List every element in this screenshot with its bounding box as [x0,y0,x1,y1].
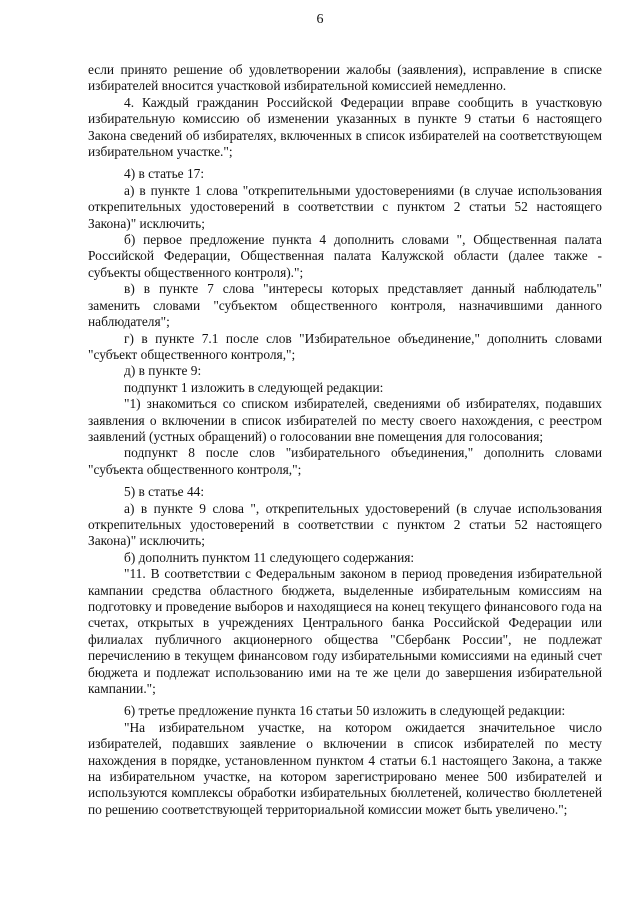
paragraph: "1) знакомиться со списком избирателей, сведениями об избирателях, подавших заявления о включении в список избирателей по месту своего нахождения, с реестром заявлений (устных обращений) о голосовании вне помещения для голосования; [88,396,602,444]
paragraph: подпункт 8 после слов "избирательного объединения," дополнить словами "субъекта общественного контроля,"; [88,445,602,477]
page-number: 6 [316,12,324,27]
document-body [88,62,602,818]
paragraph: а) в пункте 1 слова "открепительными удостоверениями (в случае использования открепительных удостоверений в соответствии с пунктом 2 статьи 52 настоящего Закона)" исключить; [88,182,602,231]
paragraph: 6) третье предложение пункта 16 статьи 50 изложить в следующей редакции: [124,703,566,719]
paragraph: "11. В соответствии с Федеральным законом в период проведения избирательной кампании средства областного бюджета, выделенные избирательным комиссиям на подготовку и проведение выборов и находящиеся на конец текущего финансового года на счетах, открытых в учреждениях Центрального банка Российской Федерации или филиалах публичного акционерного общества "Сбербанк России", не подлежат перечислению в текущем финансовом году избирательными комиссиями на единый счет бюджета и подлежат использованию ими на те же цели до завершения избирательной кампании."; [88,566,602,697]
paragraph: если принято решение об удовлетворении жалобы (заявления), исправление в списке избирателей вносится участковой избирательной комиссией немедленно. [88,62,602,94]
paragraph: в) в пункте 7 слова "интересы которых представляет данный наблюдатель" заменить словами "субъектом общественного контроля, назначившими данного наблюдателя"; [88,281,602,330]
paragraph: г) в пункте 7.1 после слов "Избирательное объединение," дополнить словами "субъект общественного контроля,"; [88,330,602,362]
paragraph: б) дополнить пунктом 11 следующего содержания: [124,549,415,565]
paragraph: "На избирательном участке, на котором ожидается значительное число избирателей, подавших заявление о включении в список избирателей по месту нахождения в порядке, установленном пунктом 4 статьи 6.1 настоящего Закона, а также на избирательном участке, на котором зарегистрировано менее 500 избирателей и используются комплексы обработки избирательных бюллетеней, количество бюллетеней по решению соответствующей территориальной комиссии может быть увеличено."; [88,719,602,817]
paragraph: а) в пункте 9 слова ", открепительных удостоверений (в случае использования открепительных удостоверений в соответствии с пунктом 2 статьи 52 настоящего Закона)" исключить; [88,500,602,549]
paragraph: 5) в статье 44: [124,484,205,500]
paragraph: д) в пункте 9: [124,363,202,379]
paragraph: 4) в статье 17: [124,166,205,182]
paragraph: 4. Каждый гражданин Российской Федерации вправе сообщить в участковую избирательную комиссию об изменении указанных в пункте 9 статьи 6 настоящего Закона сведений об избирателях, включенных в список избирателей на соответствующем избирательном участке."; [88,94,602,160]
paragraph: б) первое предложение пункта 4 дополнить словами ", Общественная палата Российской Федерации, Общественная палата Калужской области (далее также - субъекты общественного контроля)."; [88,232,602,280]
paragraph: подпункт 1 изложить в следующей редакции: [124,379,384,395]
